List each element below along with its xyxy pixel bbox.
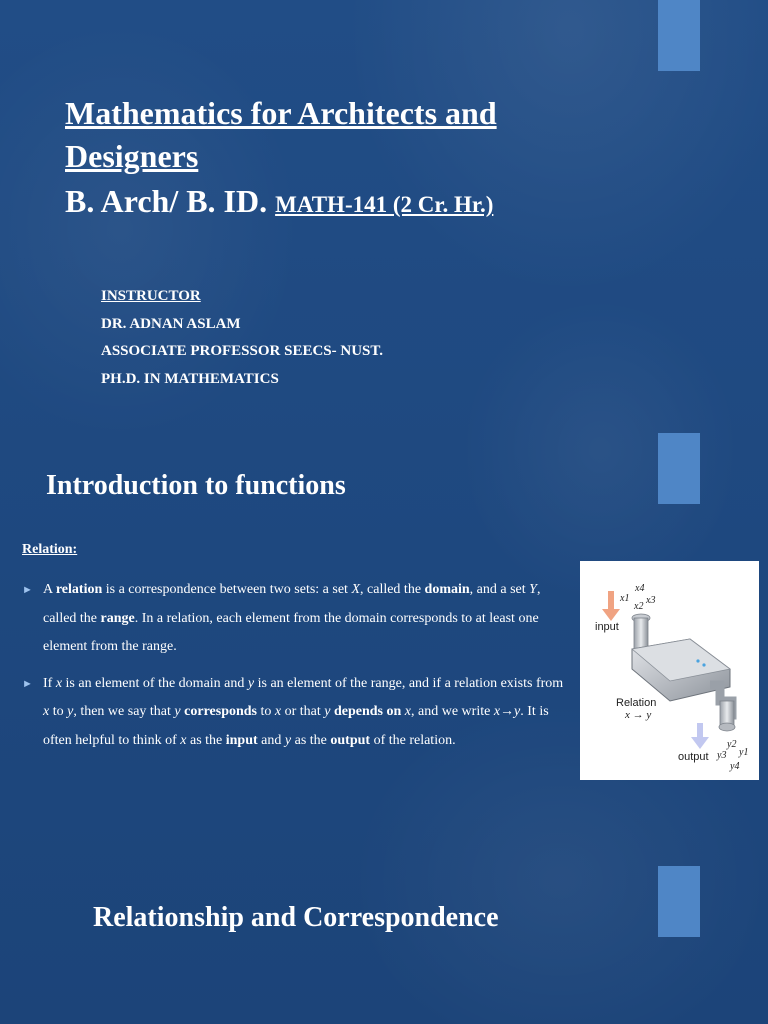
x4-label: x4 [635, 583, 645, 594]
text: to [257, 704, 275, 719]
title-block [65, 92, 625, 228]
accent-bar-middle [658, 433, 700, 504]
course-title-line2: Designers [65, 138, 199, 174]
math-var: y [174, 704, 181, 719]
text: of the relation. [370, 732, 456, 748]
term-corresponds: corresponds [180, 704, 257, 719]
relation-machine-illustration [580, 561, 759, 780]
text: , then we say that [73, 704, 175, 719]
text: , and a set [469, 582, 530, 597]
y1-label: y1 [739, 747, 749, 758]
output-label: output [678, 751, 709, 763]
accent-bar-bottom [658, 866, 700, 937]
term-output: output [330, 732, 371, 748]
text: as the [186, 732, 226, 748]
text: A [43, 582, 56, 597]
text: . It is often helpful to think of [43, 704, 549, 748]
bullet-arrow-icon: ► [22, 584, 33, 596]
instructor-degree: PH.D. IN MATHEMATICS [101, 370, 279, 387]
math-var: y [247, 675, 255, 691]
input-label: input [595, 621, 619, 633]
term-input: input [225, 732, 258, 748]
math-var: y [284, 732, 292, 748]
math-var: x [43, 704, 50, 719]
input-arrow-icon [602, 591, 620, 621]
text: as the [291, 732, 331, 748]
x3-label: x3 [646, 595, 656, 606]
text: . In a relation, each element from the domain corresponds to at least one element from the range. [43, 610, 539, 654]
math-var: x [180, 732, 187, 748]
text: is an element of the range, and if a relation exists from [254, 675, 564, 691]
math-var: x [401, 704, 412, 719]
text: is a correspondence between two sets: a set [102, 582, 352, 597]
program-line [65, 178, 625, 228]
y3-label: y3 [717, 750, 727, 761]
term-depends-on: depends on [330, 704, 402, 719]
y2-label: y2 [727, 739, 737, 750]
input-pipe [634, 618, 648, 650]
term-relation: relation [55, 582, 103, 597]
text: is an element of the domain and [62, 675, 248, 691]
arrow-symbol: → [500, 704, 515, 719]
intro-heading: Introduction to functions [46, 470, 346, 501]
x1-label: x1 [620, 593, 630, 604]
math-var: Y [529, 582, 537, 597]
course-code: MATH-141 (2 Cr. Hr.) [275, 192, 494, 217]
y4-label: y4 [730, 761, 740, 772]
course-title-line1: Mathematics for Architects and [65, 95, 497, 131]
math-var: y [514, 704, 521, 719]
output-arrow-icon [691, 723, 709, 749]
relation-machine-figure [580, 561, 759, 780]
term-range: range [100, 610, 135, 626]
math-var: x [493, 704, 501, 719]
footer-heading: Relationship and Correspondence [93, 902, 499, 933]
bullet-relation-definition [22, 576, 570, 662]
bullet-arrow-icon: ► [22, 677, 33, 690]
relation-machine-label: Relation [616, 697, 657, 709]
mapping-label: x → y [625, 709, 652, 721]
relation-label: Relation: [22, 542, 78, 557]
math-var: x [55, 675, 63, 691]
instructor-heading: INSTRUCTOR [101, 288, 201, 304]
program-name: B. Arch/ B. ID. [65, 183, 268, 219]
x2-label: x2 [634, 601, 644, 612]
accent-bar-top [658, 0, 700, 71]
relation-bullets [22, 576, 570, 763]
instructor-name: DR. ADNAN ASLAM [101, 315, 241, 332]
instructor-block [101, 286, 383, 396]
math-var: X [351, 582, 361, 597]
text: , called the [360, 582, 425, 597]
math-var: x [274, 704, 282, 719]
text: If [43, 675, 56, 691]
bullet-correspondence [22, 670, 570, 756]
text: , and we write [411, 704, 494, 719]
term-domain: domain [424, 582, 470, 597]
text: , called the [43, 582, 541, 626]
instructor-position: ASSOCIATE PROFESSOR SEECS- NUST. [101, 343, 384, 359]
text: or that [281, 704, 325, 719]
math-var: y [67, 704, 74, 719]
math-var: y [324, 704, 331, 719]
text: and [257, 732, 285, 748]
text: to [49, 704, 68, 719]
